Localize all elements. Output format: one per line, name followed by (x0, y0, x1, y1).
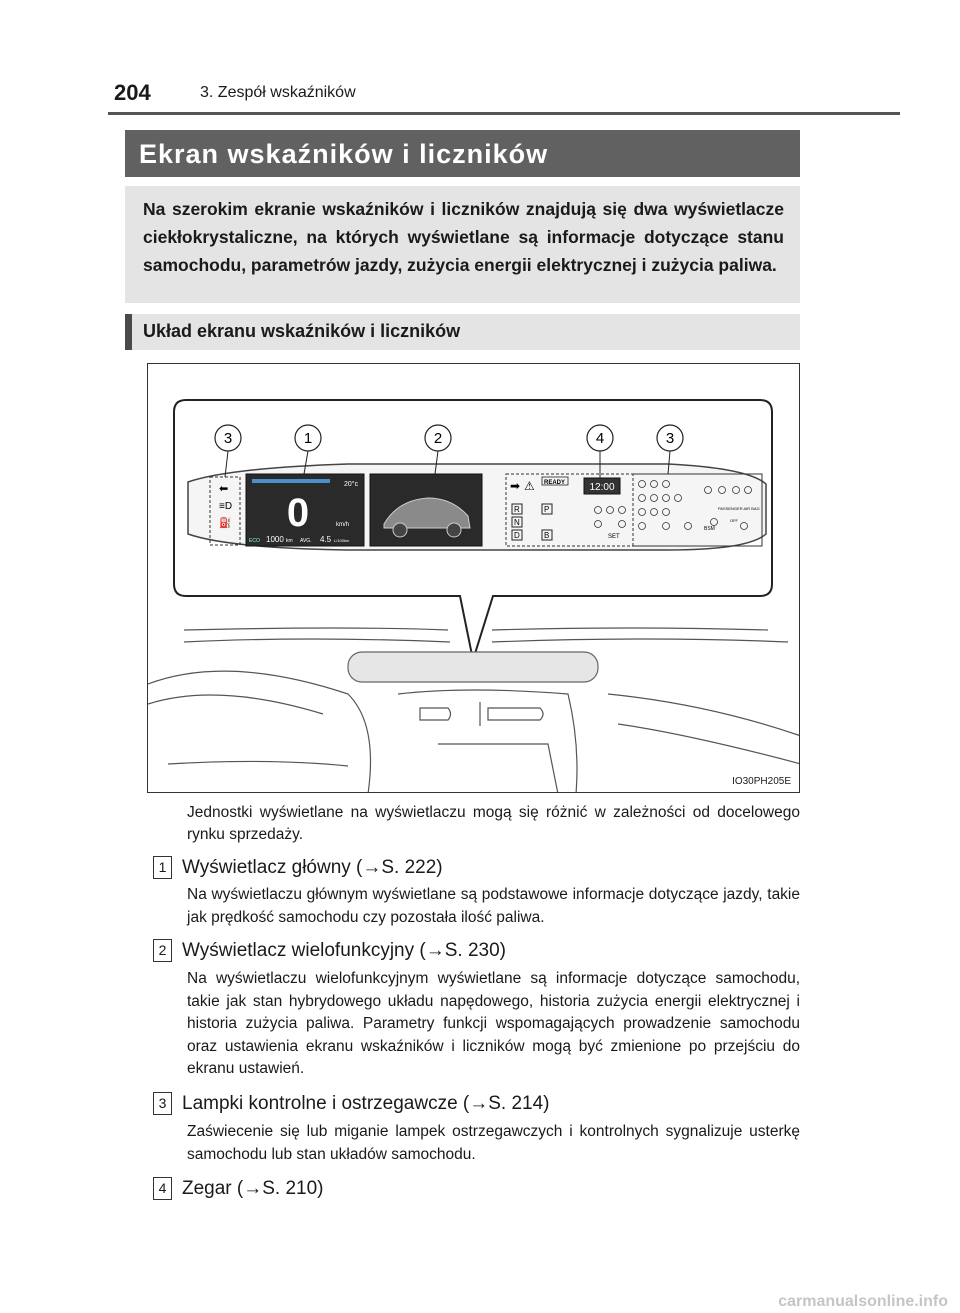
page-title: Ekran wskaźników i liczników (125, 130, 800, 177)
passenger-airbag-indicator: PASSENGER AIR BAG (718, 506, 760, 511)
front-wheel (393, 523, 407, 537)
turn-signal-right-icon: ➡ (510, 479, 521, 493)
item-clock-heading (153, 1177, 324, 1200)
temperature-readout: 20°c (344, 481, 359, 488)
callout-label: 3 (223, 430, 233, 447)
item-title: Wyświetlacz wielofunkcyjny (→S. 230) (182, 940, 506, 961)
callout-label: 4 (595, 430, 605, 447)
gear-r: R (514, 505, 520, 514)
item-title: Lampki kontrolne i ostrzegawcze (→S. 214) (182, 1093, 550, 1114)
page-number: 204 (114, 80, 151, 105)
ready-indicator: READY (544, 480, 566, 486)
footer-watermark: carmanualsonline.info (778, 1293, 948, 1310)
speed-unit: km/h (336, 522, 350, 528)
bsm-indicator: BSM (704, 526, 715, 532)
interior-dashboard (148, 628, 800, 793)
item-number-badge: 4 (153, 1177, 172, 1200)
speed-readout: 0 (286, 491, 310, 535)
item-number-badge: 2 (153, 939, 172, 962)
item-title: Zegar (→S. 210) (182, 1178, 324, 1199)
odometer-unit: km (286, 538, 293, 544)
park-indicator: P (544, 505, 550, 514)
intro-paragraph: Na szerokim ekranie wskaźników i liczników znajdują się dwa wyświetlacze ciekłokrystaliczne, na których wyświetlane są informacje dotyczące stanu samochodu, parametrów jazdy, zużycia energii elektrycznej i zużycia paliwa. (125, 186, 800, 303)
section-subheading: Układ ekranu wskaźników i liczników (125, 314, 800, 350)
cluster-illustration (148, 364, 800, 793)
item-title: Wyświetlacz główny (→S. 222) (182, 857, 443, 878)
callout-label: 2 (433, 430, 443, 447)
item-main-display-text: Na wyświetlaczu głównym wyświetlane są podstawowe informacje dotyczące jazdy, takie jak prędkość samochodu czy pozostała ilość paliwa. (187, 886, 800, 926)
header-rule (108, 112, 900, 115)
turn-signal-icon: ⬅ (219, 483, 229, 495)
cruise-set-indicator: SET (608, 534, 620, 540)
gear-d: D (514, 531, 520, 540)
power-bar (252, 479, 330, 483)
item-main-display-heading (153, 856, 443, 879)
units-note: Jednostki wyświetlane na wyświetlaczu mogą się różnić w zależności od docelowego rynku sprzedaży. (187, 804, 800, 843)
running-header: 3. Zespół wskaźników (200, 84, 356, 101)
callout-label: 1 (303, 430, 313, 447)
average-label: AVG. (300, 538, 312, 544)
item-number-badge: 3 (153, 1092, 172, 1115)
fuel-pump-icon: ⛽ (219, 518, 232, 529)
gear-n: N (514, 518, 520, 527)
odometer-readout: 1000 (266, 535, 284, 544)
callout-label: 3 (665, 430, 675, 447)
item-warning-lights-text: Zaświecenie się lub miganie lampek ostrzegawczych i kontrolnych sygnalizuje usterkę samochodu lub stan układów samochodu. (187, 1123, 800, 1163)
item-multi-information-heading (153, 939, 506, 962)
item-warning-lights-heading (153, 1092, 550, 1115)
average-readout: 4.5 (320, 535, 332, 544)
instrument-cluster-figure (147, 363, 800, 793)
brake-mode-indicator: B (544, 531, 550, 540)
item-number-badge: 1 (153, 856, 172, 879)
rear-wheel (447, 523, 461, 537)
headlight-icon: ≡D (219, 501, 233, 512)
off-indicator: OFF (730, 518, 738, 523)
average-unit: L/100km (334, 538, 350, 543)
figure-code: IO30PH205E (732, 776, 791, 787)
warning-triangle-icon: ⚠ (524, 479, 535, 493)
item-multi-information-text: Na wyświetlaczu wielofunkcyjnym wyświetlane są informacje dotyczące samochodu, takie jak stan hybrydowego układu napędowego, historia zużycia energii elektrycznej i historia zużycia paliwa. Parametry funkcji wspomagających prowadzenie samochodu oraz ustawienia ekranu wskaźników i liczników mogą być zmienione po przejściu do ekranu ustawień. (187, 970, 800, 1077)
clock-readout: 12:00 (589, 482, 615, 493)
eco-indicator: ECO (249, 538, 260, 544)
